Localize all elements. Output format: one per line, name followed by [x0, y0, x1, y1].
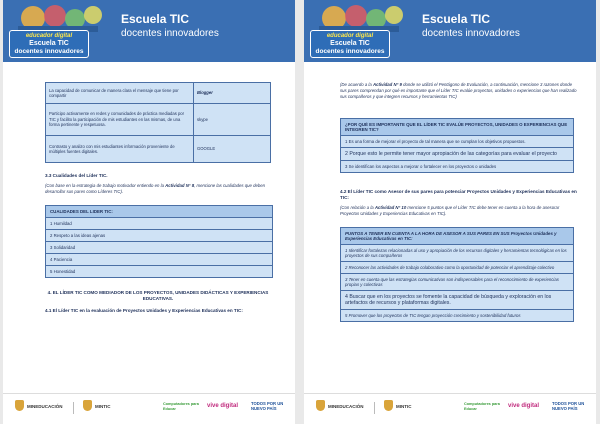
list-item: 3 Se identifican los aspectos a mejorar o fortalecer en los proyectos o unidades	[345, 164, 497, 169]
footer-logos	[3, 393, 295, 424]
footer-logo-nuevo-pais: TODOS POR UN NUEVO PAÍS	[552, 401, 585, 411]
list-item: 4 Buscar que en los proyectos se fomente la capacidad de búsqueda y exploración en los artefactos de recursos y plataformas digitales.	[341, 291, 573, 310]
list-item: 4 Paciencia	[46, 254, 272, 266]
table-cell: Participo activamente en redes y comunidades de práctica mediadas por TIC y facilito la participación de mis estudiantes en las mismas, de una forma pertinente y respetuosa.	[46, 104, 194, 136]
footer-logo-cpe: Computadores para Educar	[163, 402, 199, 411]
advising-points-box	[340, 227, 574, 322]
banner-title: Escuela TIC	[121, 12, 190, 26]
box-header: ¿POR QUÉ ES IMPORTANTE QUE EL LÍDER TIC EVALÚE PROYECTOS, UNIDADES O EXPERIENCIAS QUE INTEGREN TIC?	[341, 119, 573, 136]
qualities-list	[45, 205, 273, 278]
text-fragment: , mencione las cualidades que deben desarrollar sus pares como Líderes TIC).	[45, 183, 266, 194]
box-header: PUNTOS A TENER EN CUENTA A LA HORA DE ASESOR A SUS PARES EN SUS Proyectos Unidades y Experiencias Educativas en TIC:	[341, 228, 573, 245]
list-header: CUALIDADES DEL LIDER TIC:	[46, 206, 272, 218]
tool-cell: Blogger	[194, 83, 271, 104]
banner-subtitle: docentes innovadores	[121, 28, 219, 39]
footer-logo-nuevo-pais: TODOS POR UN NUEVO PAÍS	[251, 401, 284, 411]
footer-logo-vive-digital: vive digital	[207, 403, 239, 409]
footer-logo-cpe: Computadores para Educar	[464, 402, 500, 411]
list-item: 5 Honestidad	[50, 269, 76, 274]
text-fragment: mencione 5 puntos que el Líder TIC debe tener en cuenta a la hora de asesorar Proyectos Unidades y Experiencias Educativas en TIC).	[340, 205, 560, 216]
list-item: 5 Promover que los proyectos de TIC tengan proyección crecimiento y sostenibilidad futuros	[345, 313, 521, 318]
table-row	[46, 136, 271, 163]
logo-line2: Escuela TIC	[29, 40, 69, 47]
chapter-heading-line: EDUCATIVAS.	[142, 296, 174, 301]
left-content	[45, 82, 279, 314]
list-item: 3 Tener en cuenta que las estrategias comunicativas son indispensables para el reconocimiento de experiencias propias y colectivas	[341, 274, 573, 291]
logo-line3: docentes innovadores	[315, 48, 385, 55]
banner-title: Escuela TIC	[422, 12, 491, 26]
list-item: 2 Porque esto le permite tener mayor apropiación de las categorías para evaluar el proyecto	[341, 148, 573, 161]
logo-line1: educador digital	[25, 33, 73, 39]
subsection-title: 4.1 El Líder TIC en la evaluación de Proyectos Unidades y Experiencias Educativas en TIC:	[45, 308, 243, 313]
coat-of-arms-icon	[316, 400, 325, 411]
text-fragment: (Con base en la estrategia de trabajo motivador entiendo en la	[45, 183, 166, 188]
intro-paragraph	[340, 82, 578, 100]
document-page-left	[3, 0, 295, 424]
list-item: 1 Es una forma de mejorar el proyecto de tal manera que se cumplan los objetivos propuestos.	[341, 136, 573, 148]
activity-reference: Actividad N° 10	[374, 205, 407, 210]
list-item: 2 Reconocer las actividades de trabajo colaborativo como la oportunidad de potenciar el aprendizaje colectivo	[341, 262, 573, 274]
tool-cell: GOOGLE	[194, 136, 271, 163]
text-fragment: (Con relación a la	[340, 205, 375, 210]
list-item: 1 Humildad	[46, 218, 272, 230]
logo-line1: educador digital	[326, 33, 374, 39]
chapter-heading	[45, 290, 271, 302]
activity-reference: Actividad N° 9	[372, 82, 402, 87]
document-page-right	[304, 0, 596, 424]
footer-logos	[304, 393, 596, 424]
section-description	[45, 183, 279, 195]
right-content	[340, 82, 578, 322]
subsection-title: 4.2 El Líder TIC como Asesor de sus pares para potenciar Proyectos Unidades y Experiencias Educativas en TIC:	[340, 189, 577, 200]
list-item: 2 Respeto a las ideas ajenas	[46, 230, 272, 242]
section-description	[340, 205, 578, 217]
table-row	[46, 104, 271, 136]
list-item: 1 Identificar fortalezas relacionadas al uso y apropiación de los recursos digitales y herramientas tecnológicas en los proyectos de sus compañeros	[341, 245, 573, 262]
coat-of-arms-icon	[83, 400, 92, 411]
coat-of-arms-icon	[384, 400, 393, 411]
list-item: 3 Solidaridad	[46, 242, 272, 254]
logo-line3: docentes innovadores	[14, 48, 84, 55]
footer-logo-mintic: MINTIC	[396, 404, 412, 409]
coat-of-arms-icon	[15, 400, 24, 411]
divider	[374, 402, 375, 414]
table-row	[46, 83, 271, 104]
logo-line2: Escuela TIC	[330, 40, 370, 47]
footer-logo-mineducacion: MINEDUCACIÓN	[27, 404, 63, 409]
table-cell: La capacidad de comunicar de manera clara el mensaje que tiene por compartir	[46, 83, 194, 104]
header-banner	[304, 0, 596, 62]
tool-cell: skype	[194, 104, 271, 136]
evaluation-reasons-box	[340, 118, 574, 173]
competencies-table	[45, 82, 271, 163]
header-banner	[3, 0, 295, 62]
divider	[73, 402, 74, 414]
banner-subtitle: docentes innovadores	[422, 28, 520, 39]
footer-logo-mintic: MINTIC	[95, 404, 111, 409]
section-title: 3.3 Cualidades del Líder TIC.	[45, 173, 108, 178]
activity-reference: Actividad N° 8	[165, 183, 195, 188]
footer-logo-mineducacion: MINEDUCACIÓN	[328, 404, 364, 409]
footer-logo-vive-digital: vive digital	[508, 403, 540, 409]
table-cell: Contrasto y analizo con mis estudiantes información proveniente de múltiples fuentes digitales.	[46, 136, 194, 163]
escuela-tic-logo	[9, 30, 89, 58]
text-fragment: donde se utilizó el Pentágono de Evaluación, a continuación, mencione 3 razones donde sus pares comprendan por qué es importante que el Líder TIC evalúe proyectos, unidades o experiencias que han realizado sus compañeros y que integren recursos y herramientas TIC)	[340, 82, 577, 99]
chapter-heading-line: 4. EL LÍDER TIC COMO MEDIADOR DE LOS PROYECTOS, UNIDADES DIDÁCTICAS Y EXPERIENCIAS	[47, 290, 269, 295]
text-fragment: (De acuerdo a la	[340, 82, 373, 87]
escuela-tic-logo	[310, 30, 390, 58]
